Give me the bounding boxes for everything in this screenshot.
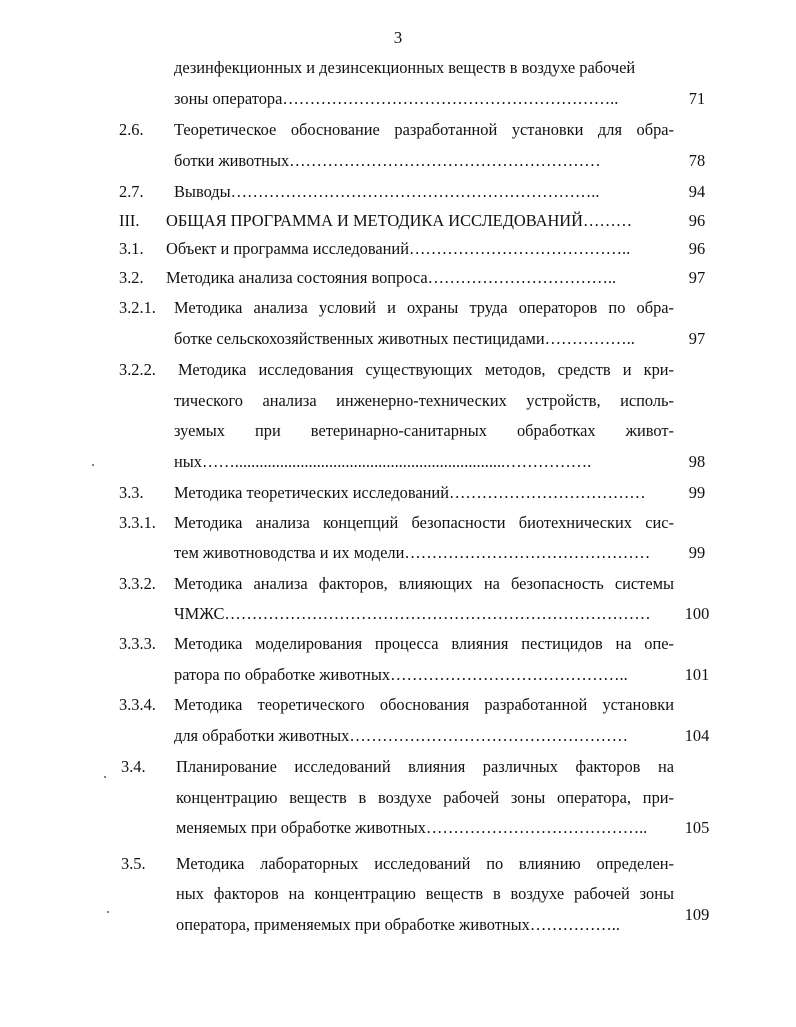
toc-text: концентрацию веществ в воздухе рабочей зоны оператора, при-	[176, 788, 674, 807]
toc-text: тем животноводства и их модели………………………………………	[174, 543, 651, 562]
toc-text: ратора по обработке животных……………………………………..	[174, 665, 628, 684]
toc-text: ных……..................................................................…………….	[174, 452, 592, 471]
toc-text: тического анализа инженерно-технических устройств, исполь-	[174, 391, 674, 410]
toc-text: Методика анализа состояния вопроса……………………………..	[166, 268, 617, 287]
toc-number: 3.4.	[121, 757, 146, 776]
toc-text: ботке сельскохозяйственных животных пестицидами……………..	[174, 329, 635, 348]
toc-page: 97	[688, 268, 706, 287]
toc-page: 99	[688, 543, 706, 562]
toc-number: 3.2.1.	[119, 298, 156, 317]
toc-page: 98	[688, 452, 706, 471]
toc-page: 101	[684, 665, 710, 684]
toc-number: III.	[119, 211, 140, 230]
toc-page: 78	[688, 151, 706, 170]
toc-number: 3.3.	[119, 483, 144, 502]
toc-text: Методика анализа факторов, влияющих на безопасность системы	[174, 574, 674, 593]
toc-number: 3.2.2.	[119, 360, 156, 379]
toc-text: Методика лабораторных исследований по влиянию определен-	[176, 854, 674, 873]
toc-number: 3.3.4.	[119, 695, 156, 714]
toc-page: 105	[684, 818, 710, 837]
toc-text: Теоретическое обоснование разработанной установки для обра-	[174, 120, 674, 139]
toc-text: Выводы…………………………………………………………..	[174, 182, 600, 201]
toc-text: оператора, применяемых при обработке животных……………..	[176, 915, 620, 934]
toc-page: 94	[688, 182, 706, 201]
toc-text: Методика теоретических исследований………………………………	[174, 483, 646, 502]
toc-text: ботки животных…………………………………………………	[174, 151, 601, 170]
scan-speck	[104, 776, 106, 778]
toc-page: 97	[688, 329, 706, 348]
toc-text: Методика моделирования процесса влияния пестицидов на опе-	[174, 634, 674, 653]
scan-speck	[92, 464, 94, 466]
toc-text: для обработки животных……………………………………………	[174, 726, 628, 745]
toc-text: Планирование исследований влияния различных факторов на	[176, 757, 674, 776]
toc-text: Объект и программа исследований…………………………………..	[166, 239, 631, 258]
toc-number: 3.5.	[121, 854, 146, 873]
toc-text: Методика анализа условий и охраны труда операторов по обра-	[174, 298, 674, 317]
toc-page: 104	[684, 726, 710, 745]
toc-page: 109	[684, 905, 710, 924]
page-number: 3	[393, 28, 403, 47]
toc-page: 99	[688, 483, 706, 502]
toc-text: зуемых при ветеринарно-санитарных обработках живот-	[174, 421, 674, 440]
toc-text: ных факторов на концентрацию веществ в воздухе рабочей зоны	[176, 884, 674, 903]
toc-number: 2.7.	[119, 182, 144, 201]
toc-number: 3.2.	[119, 268, 144, 287]
toc-text: Методика теоретического обоснования разработанной установки	[174, 695, 674, 714]
toc-number: 3.3.2.	[119, 574, 156, 593]
toc-page: 100	[684, 604, 710, 623]
toc-page: 96	[688, 211, 706, 230]
toc-page: 71	[688, 89, 706, 108]
toc-page: 96	[688, 239, 706, 258]
toc-number: 3.3.1.	[119, 513, 156, 532]
toc-text: ЧМЖС……………………………………………………………………	[174, 604, 651, 623]
toc-text: ОБЩАЯ ПРОГРАММА И МЕТОДИКА ИССЛЕДОВАНИЙ………	[166, 211, 633, 230]
toc-text: зоны оператора……………………………………………………..	[174, 89, 619, 108]
toc-number: 3.1.	[119, 239, 144, 258]
toc-text: Методика исследования существующих методов, средств и кри-	[178, 360, 674, 379]
toc-number: 3.3.3.	[119, 634, 156, 653]
toc-text: меняемых при обработке животных…………………………………..	[176, 818, 648, 837]
toc-text: Методика анализа концепций безопасности биотехнических сис-	[174, 513, 674, 532]
toc-number: 2.6.	[119, 120, 144, 139]
scan-speck	[107, 911, 109, 913]
toc-text: дезинфекционных и дезинсекционных веществ в воздухе рабочей	[174, 58, 636, 77]
